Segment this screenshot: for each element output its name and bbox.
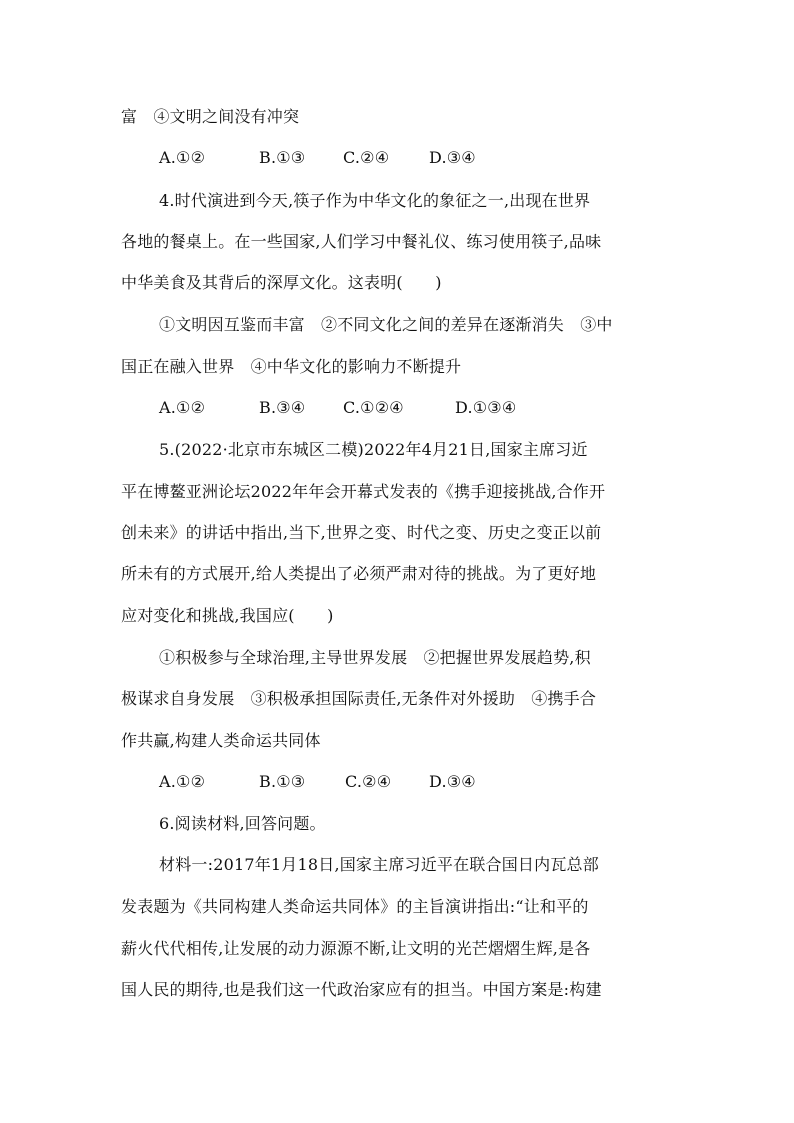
q3-option-c: C.②④ <box>343 148 390 167</box>
q6-material-line-2: 发表题为《共同构建人类命运共同体》的主旨演讲指出:“让和平的 <box>121 897 589 916</box>
q4-option-b: B.③④ <box>259 398 306 417</box>
q3-option-d: D.③④ <box>429 148 476 167</box>
q5-option-b: B.①③ <box>259 772 306 791</box>
q4-option-c: C.①②④ <box>343 398 404 417</box>
q3-choice-line: 富 ④文明之间没有冲突 <box>121 107 300 126</box>
q4-stem-line-3: 中华美食及其背后的深厚文化。这表明( ) <box>121 273 442 292</box>
q4-options <box>159 397 681 419</box>
q5-choice-line-2: 极谋求自身发展 ③积极承担国际责任,无条件对外援助 ④携手合 <box>121 689 597 708</box>
q5-stem-line-5: 应对变化和挑战,我国应( ) <box>121 606 334 625</box>
q5-choice-line-3: 作共赢,构建人类命运共同体 <box>121 731 321 750</box>
q4-choice-line-1: ①文明因互鉴而丰富 ②不同文化之间的差异在逐渐消失 ③中 <box>159 315 613 334</box>
q3-options <box>159 147 681 169</box>
q6-material-line-4: 国人民的期待,也是我们这一代政治家应有的担当。中国方案是:构建 <box>121 980 602 999</box>
q6-material-line-3: 薪火代代相传,让发展的动力源源不断,让文明的光芒熠熠生辉,是各 <box>121 939 591 958</box>
q4-option-d: D.①③④ <box>455 398 517 417</box>
q3-option-a: A.①② <box>159 148 206 167</box>
q5-option-a: A.①② <box>159 772 206 791</box>
q6-material-line-1: 材料一:2017年1月18日,国家主席习近平在联合国日内瓦总部 <box>159 855 599 874</box>
q6-stem-line-1: 6.阅读材料,回答问题。 <box>159 814 326 833</box>
q5-option-d: D.③④ <box>429 772 476 791</box>
q4-stem-line-1: 4.时代演进到今天,筷子作为中华文化的象征之一,出现在世界 <box>159 191 591 210</box>
q3-option-b: B.①③ <box>259 148 306 167</box>
q5-options <box>159 771 681 793</box>
q5-stem-line-4: 所未有的方式展开,给人类提出了必须严肃对待的挑战。为了更好地 <box>121 564 597 583</box>
q5-choice-line-1: ①积极参与全球治理,主导世界发展 ②把握世界发展趋势,积 <box>159 648 591 667</box>
q4-choice-line-2: 国正在融入世界 ④中华文化的影响力不断提升 <box>121 357 462 376</box>
q5-stem-line-1: 5.(2022·北京市东城区二模)2022年4月21日,国家主席习近 <box>159 440 588 459</box>
q5-stem-line-2: 平在博鳌亚洲论坛2022年年会开幕式发表的《携手迎接挑战,合作开 <box>121 482 606 501</box>
q4-stem-line-2: 各地的餐桌上。在一些国家,人们学习中餐礼仪、练习使用筷子,品味 <box>121 232 602 251</box>
q5-option-c: C.②④ <box>345 772 392 791</box>
q5-stem-line-3: 创未来》的讲话中指出,当下,世界之变、时代之变、历史之变正以前 <box>121 523 602 542</box>
q4-option-a: A.①② <box>159 398 206 417</box>
